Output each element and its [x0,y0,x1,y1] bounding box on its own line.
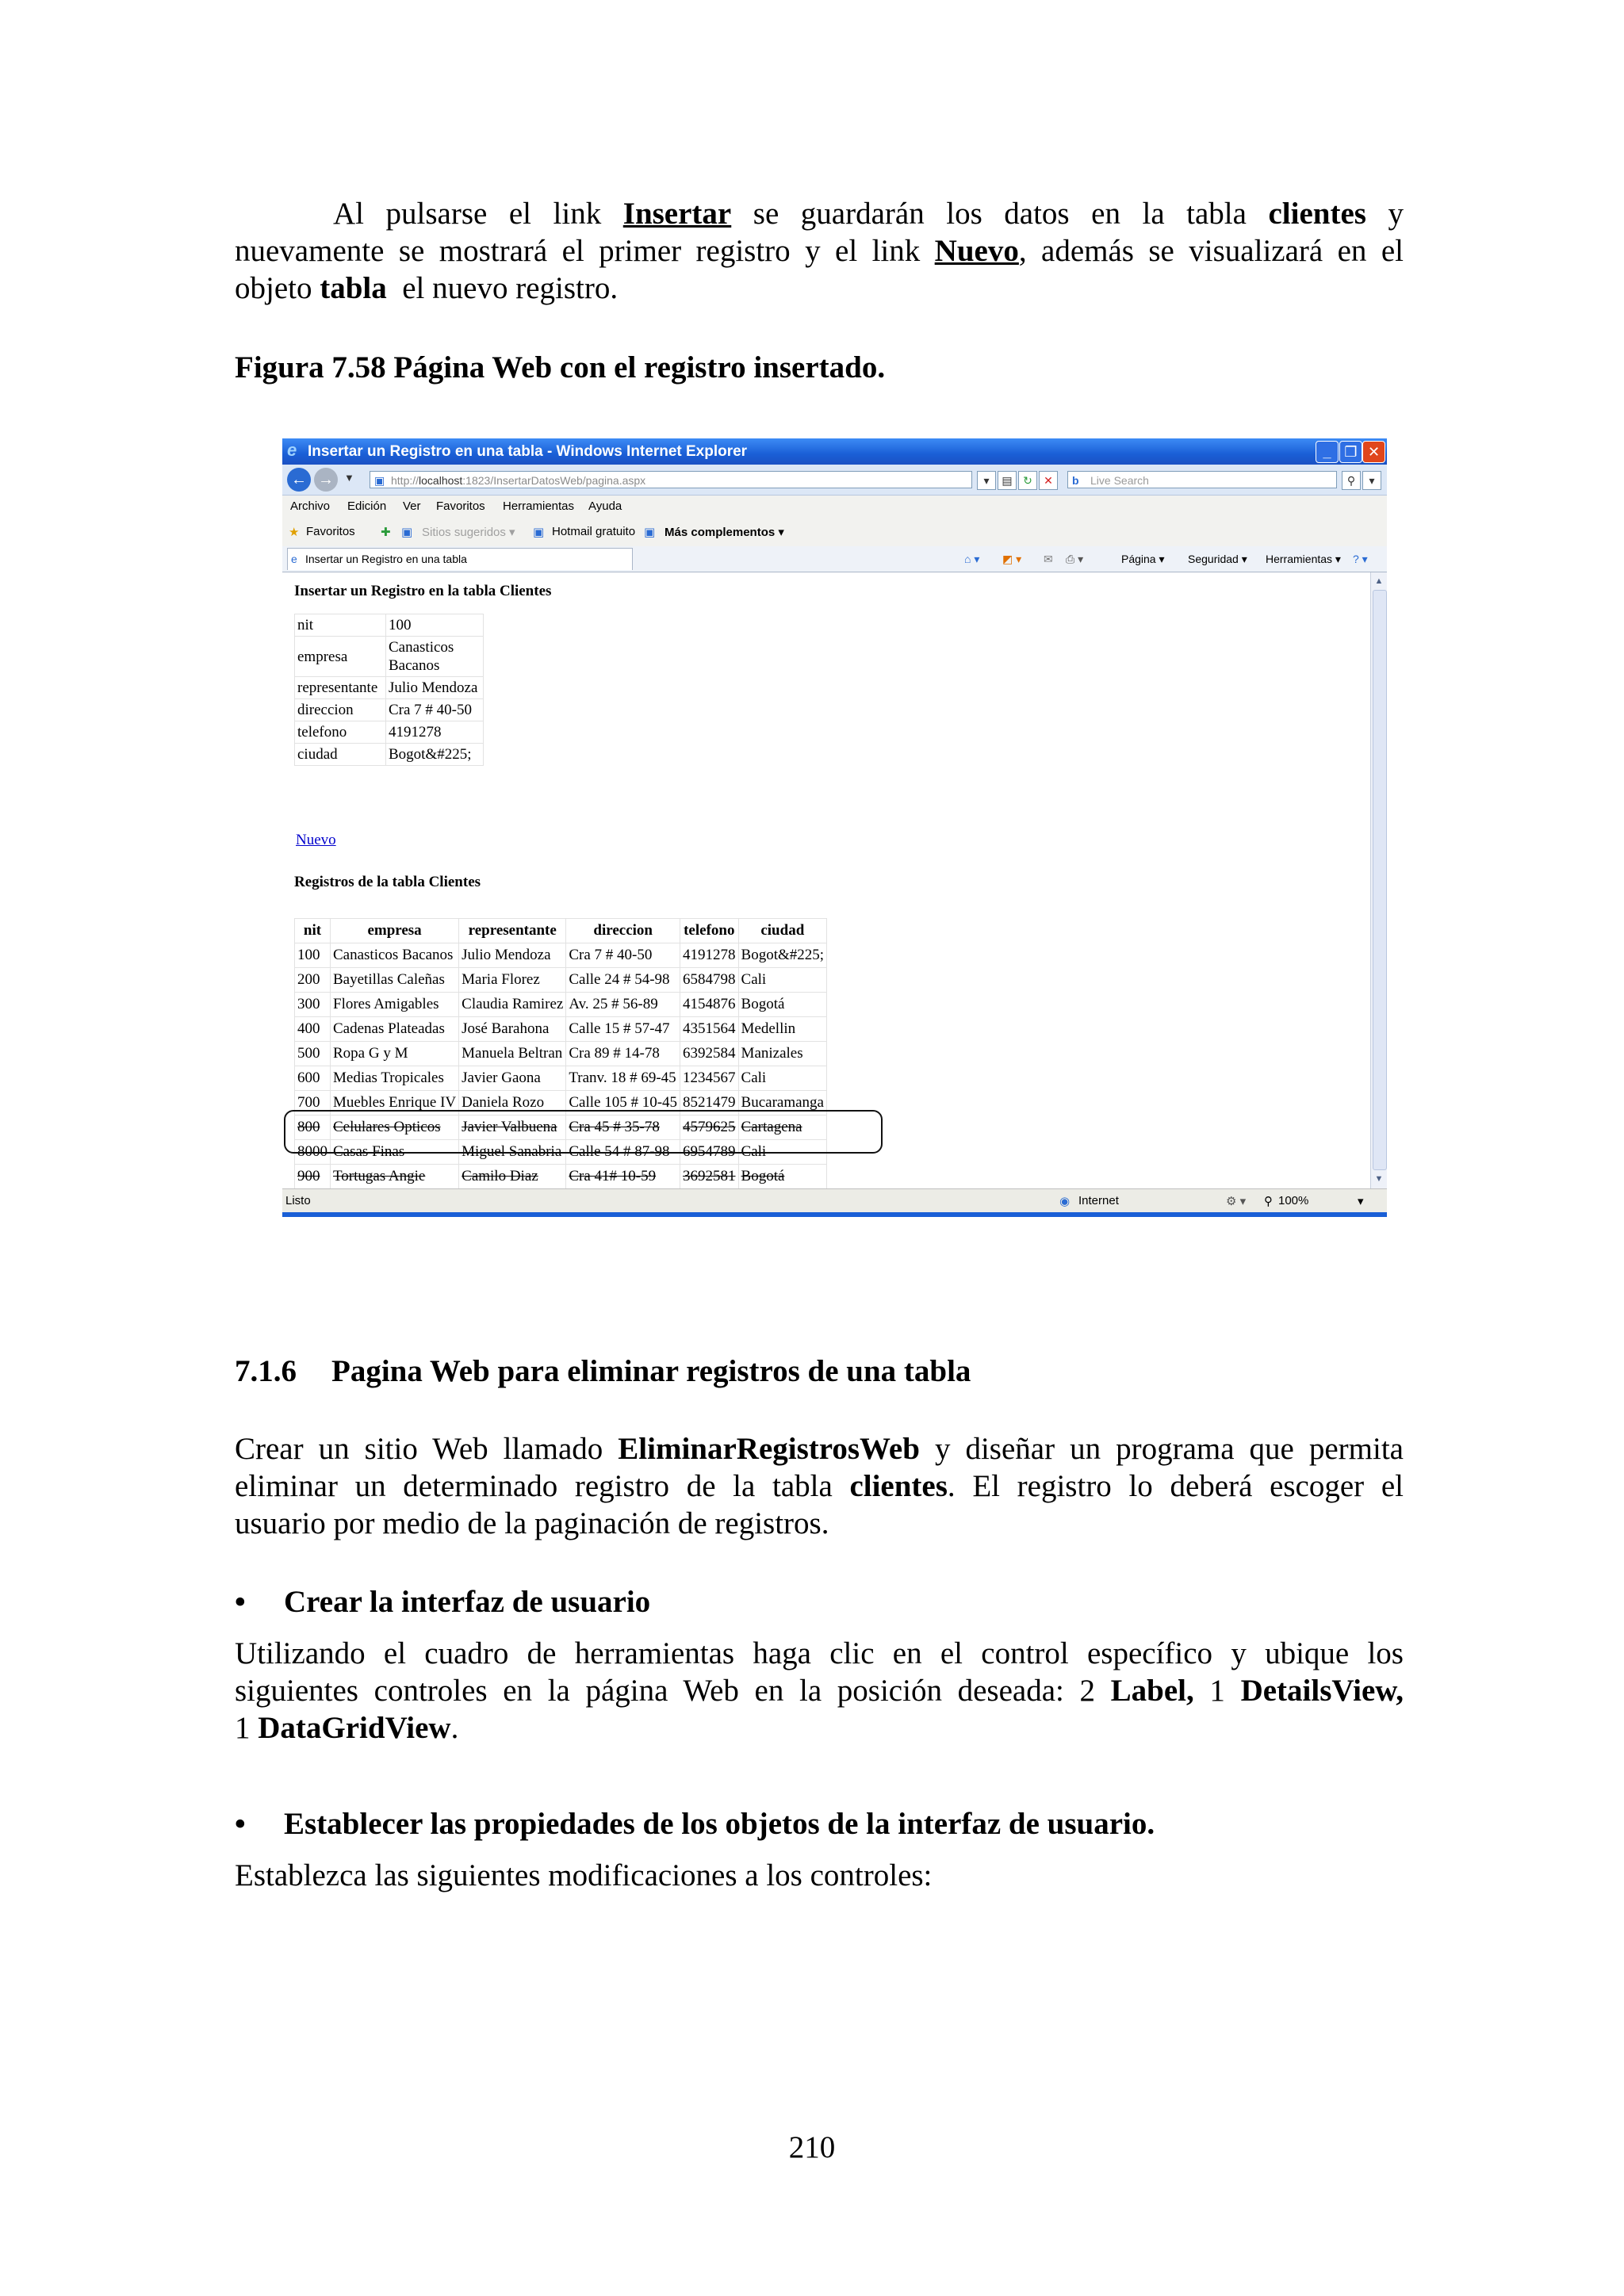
para3-line3: 1 DataGridView. [235,1711,459,1745]
hotmail-link[interactable]: Hotmail gratuito [552,525,636,538]
zoom-level[interactable]: 100% [1278,1194,1309,1207]
table-cell: Maria Florez [459,968,566,993]
inserted-row-highlight [284,1110,883,1154]
details-value: 4191278 [386,721,484,744]
print-icon[interactable]: ⎙ ▾ [1066,553,1084,565]
mail-icon[interactable]: ✉ [1044,553,1053,565]
table-cell: 200 [295,968,331,993]
table-row [295,1066,827,1091]
search-input[interactable]: b Live Search [1067,471,1337,488]
table-cell: Tranv. 18 # 69-45 [566,1066,680,1091]
details-value: Bogot&#225; [386,744,484,766]
bullet-dot: • [235,1585,246,1619]
bullet-item-2: • Establecer las propiedades de los objetos de la interfaz de usuario. [235,1807,1155,1841]
table-cell: Celulares Opticos [331,1115,459,1140]
table-cell: 8000 [295,1140,331,1165]
table-cell: Manizales [738,1042,827,1066]
table-cell: 6392584 [680,1042,739,1066]
table-cell: Cali [738,1066,827,1091]
table-cell: Javier Valbuena [459,1115,566,1140]
favorites-button[interactable]: Favoritos [306,525,355,538]
para2-line1: Crear un sitio Web llamado EliminarRegistrosWeb y diseñar un programa que permita [235,1432,1404,1466]
search-icon[interactable]: ⚲ [1342,471,1361,490]
zoom-icon[interactable]: ⚲ [1264,1195,1273,1208]
table-cell: Medias Tropicales [331,1066,459,1091]
window-title: Insertar un Registro en una tabla - Windows Internet Explorer [308,443,748,460]
table-cell: Calle 15 # 57-47 [566,1017,680,1042]
scroll-thumb[interactable] [1373,590,1387,1170]
minimize-button[interactable]: _ [1316,441,1339,463]
table-cell: Claudia Ramirez [459,993,566,1017]
grid-title: Registros de la tabla Clientes [294,874,481,890]
security-menu[interactable]: Seguridad ▾ [1188,553,1247,565]
table-cell: 1234567 [680,1066,739,1091]
table-cell: Cali [738,968,827,993]
table-cell: Bayetillas Caleñas [331,968,459,993]
table-cell: Ropa G y M [331,1042,459,1066]
page-content [282,572,1370,1188]
scroll-down-icon[interactable]: ▼ [1374,1174,1384,1184]
table-cell: 400 [295,1017,331,1042]
details-key: empresa [295,637,386,677]
para1-line2: nuevamente se mostrará el primer registro y el link Nuevo, además se visualizará en el [235,234,1404,268]
table-cell: 800 [295,1115,331,1140]
addons-page-icon: ▣ [644,526,656,539]
address-dropdown-icon[interactable]: ▾ [977,471,996,490]
table-cell: Calle 24 # 54-98 [566,968,680,993]
bullet-item-1: • Crear la interfaz de usuario [235,1585,651,1619]
table-row [295,1017,827,1042]
zoom-dropdown-icon[interactable]: ▾ [1358,1195,1364,1208]
details-row [295,614,484,637]
vertical-scrollbar[interactable] [1370,572,1387,1188]
details-row [295,744,484,766]
grid-header-cell: telefono [680,919,739,943]
recent-pages-dropdown-icon[interactable]: ▼ [344,472,354,484]
grid-header-cell: representante [459,919,566,943]
figure-caption: Figura 7.58 Página Web con el registro insertado. [235,350,886,385]
details-value: Julio Mendoza [386,677,484,699]
table-cell: Cadenas Plateadas [331,1017,459,1042]
menu-edicion[interactable]: Edición [347,499,387,513]
close-button[interactable]: ✕ [1362,441,1385,463]
globe-icon: ◉ [1059,1195,1071,1208]
table-cell: 8521479 [680,1091,739,1115]
table-cell: Bogotá [738,993,827,1017]
table-cell: Bucaramanga [738,1091,827,1115]
table-cell: 500 [295,1042,331,1066]
page-icon: ▣ [374,474,385,487]
table-row [295,943,827,968]
table-cell: José Barahona [459,1017,566,1042]
address-row [282,465,1387,496]
menu-ayuda[interactable]: Ayuda [588,499,622,513]
tab-bar [282,546,1387,572]
menu-favoritos[interactable]: Favoritos [436,499,485,513]
page-menu[interactable]: Página ▾ [1121,553,1165,565]
details-row [295,677,484,699]
table-cell: 900 [295,1165,331,1189]
table-cell: 600 [295,1066,331,1091]
status-bar [282,1188,1387,1213]
more-addons-link[interactable]: Más complementos ▾ [665,526,784,539]
table-cell: 3692581 [680,1165,739,1189]
back-button[interactable]: ← [287,468,311,492]
table-cell: Muebles Enrique IV [331,1091,459,1115]
grid-header-cell: direccion [566,919,680,943]
protected-mode-icon[interactable]: ⚙ ▾ [1226,1195,1247,1208]
table-cell: Calle 54 # 87-98 [566,1140,680,1165]
table-row [295,968,827,993]
table-cell: Julio Mendoza [459,943,566,968]
menu-bar [282,496,1387,518]
favorites-bar [282,518,1387,547]
taskbar-edge [282,1212,1387,1217]
menu-archivo[interactable]: Archivo [290,499,331,513]
tab-active[interactable]: e Insertar un Registro en una tabla [287,548,633,570]
scroll-up-icon[interactable]: ▲ [1374,576,1384,586]
hotmail-page-icon: ▣ [533,526,545,539]
add-favorite-icon[interactable]: ✚ [381,526,391,539]
table-cell: Calle 105 # 10-45 [566,1091,680,1115]
grid-header-cell: empresa [331,919,459,943]
para3-line2: siguientes controles en la página Web en la posición deseada: 2 Label, 1 DetailsView, [235,1674,1404,1708]
section-number: 7.1.6 [235,1354,297,1388]
table-cell: Cali [738,1140,827,1165]
insert-title: Insertar un Registro en la tabla Clientes [294,583,552,599]
para2-line2: eliminar un determinado registro de la tabla clientes. El registro lo deberá escoger el [235,1469,1404,1503]
table-cell: Cra 7 # 40-50 [566,943,680,968]
table-cell: Tortugas Angie [331,1165,459,1189]
table-cell: 6584798 [680,968,739,993]
ie-logo-icon: e [287,440,297,460]
para4: Establezca las siguientes modificaciones a los controles: [235,1858,933,1892]
table-cell: 300 [295,993,331,1017]
para1-line3: objeto tabla el nuevo registro. [235,271,619,305]
table-cell: Javier Gaona [459,1066,566,1091]
page-number: 210 [788,2130,836,2164]
browser-screenshot [282,438,1387,1240]
nuevo-link[interactable]: Nuevo [296,832,336,848]
maximize-button[interactable]: ❐ [1339,441,1362,463]
table-cell: Medellin [738,1017,827,1042]
status-text: Listo [285,1194,311,1207]
details-row [295,699,484,721]
details-key: ciudad [295,744,386,766]
table-row [295,993,827,1017]
table-cell: Av. 25 # 56-89 [566,993,680,1017]
details-view [294,614,484,766]
refresh-icon[interactable]: ↻ [1018,471,1037,490]
live-search-icon: b [1072,474,1079,487]
table-cell: Bogotá [738,1165,827,1189]
menu-herramientas[interactable]: Herramientas [503,499,575,513]
compatibility-icon[interactable]: ▤ [998,471,1017,490]
table-cell: Camilo Diaz [459,1165,566,1189]
para2-line3: usuario por medio de la paginación de registros. [235,1506,829,1540]
details-key: telefono [295,721,386,744]
table-cell: 6954789 [680,1140,739,1165]
address-bar[interactable]: ▣ http://localhost:1823/InsertarDatosWeb/pagina.aspx [370,471,972,488]
table-cell: 4191278 [680,943,739,968]
tab-ie-icon: e [291,553,297,565]
details-key: representante [295,677,386,699]
stop-icon[interactable]: ✕ [1039,471,1058,490]
details-value: Canasticos Bacanos [386,637,484,677]
table-row [295,1165,827,1189]
details-key: nit [295,614,386,637]
table-cell: Cra 41# 10-59 [566,1165,680,1189]
forward-button[interactable]: → [314,468,338,492]
section-title: Pagina Web para eliminar registros de una tabla [331,1354,971,1388]
table-cell: 700 [295,1091,331,1115]
zone-text: Internet [1078,1194,1119,1207]
para1-line1: Al pulsarse el link Insertar se guardarán los datos en la tabla clientes y [333,197,1404,231]
help-icon[interactable]: ? ▾ [1353,553,1368,565]
details-value: Cra 7 # 40-50 [386,699,484,721]
table-cell: Casas Finas [331,1140,459,1165]
table-cell: Miguel Sanabria [459,1140,566,1165]
grid-header-cell: nit [295,919,331,943]
details-row [295,721,484,744]
window-titlebar [282,438,1387,465]
suggested-sites-link[interactable]: Sitios sugeridos ▾ [422,526,515,539]
table-cell: Cartagena [738,1115,827,1140]
table-row [295,1042,827,1066]
home-icon[interactable]: ⌂ ▾ [964,553,980,565]
para3-line1: Utilizando el cuadro de herramientas haga clic en el control específico y ubique los [235,1636,1404,1670]
table-cell: Cra 45 # 35-78 [566,1115,680,1140]
favorites-star-icon: ★ [289,526,300,539]
table-cell: Daniela Rozo [459,1091,566,1115]
grid-header-cell: ciudad [738,919,827,943]
table-cell: Bogot&#225; [738,943,827,968]
table-cell: Manuela Beltran [459,1042,566,1066]
search-options-icon[interactable]: ▾ [1362,471,1381,490]
menu-ver[interactable]: Ver [403,499,421,513]
section-heading [235,1353,971,1389]
tools-menu[interactable]: Herramientas ▾ [1266,553,1341,565]
suggested-page-icon: ▣ [401,526,413,539]
bullet-dot: • [235,1807,246,1841]
table-cell: Flores Amigables [331,993,459,1017]
table-cell: 4579625 [680,1115,739,1140]
details-value: 100 [386,614,484,637]
table-cell: Canasticos Bacanos [331,943,459,968]
grid-header-row [295,919,827,943]
table-cell: 4154876 [680,993,739,1017]
table-cell: Cra 89 # 14-78 [566,1042,680,1066]
details-row [295,637,484,677]
table-cell: 4351564 [680,1017,739,1042]
feeds-icon[interactable]: ◩ ▾ [1002,553,1022,565]
details-key: direccion [295,699,386,721]
table-cell: 100 [295,943,331,968]
